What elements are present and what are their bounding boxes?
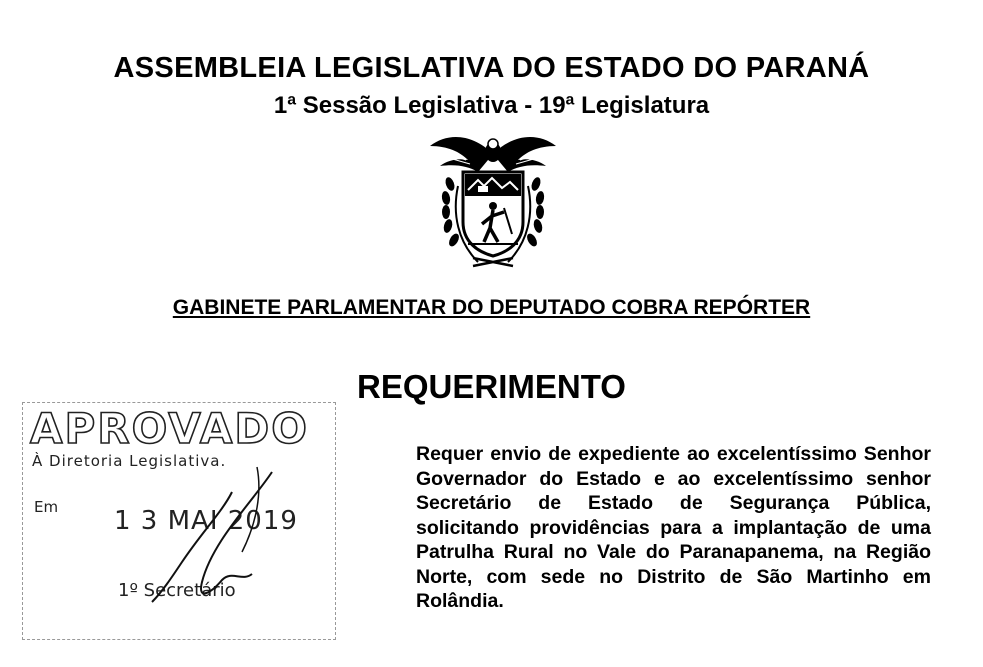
request-summary: Requer envio de expediente ao excelentíssimo Senhor Governador do Estado e ao excelentíssimo senhor Secretário de Estado de Segurança Pública, solicitando providências para a implantação de uma Patrulha Rural no Vale do Paranapanema, na Região Norte, com sede no Distrito de São Martinho em Rolândia. [416, 443, 931, 612]
document-title: REQUERIMENTO [357, 368, 626, 405]
stamp-destination: À Diretoria Legislativa. [32, 452, 227, 470]
stamp-signer: 1º Secretário [118, 580, 236, 601]
session-subtitle: 1ª Sessão Legislativa - 19ª Legislatura [273, 92, 710, 119]
approval-stamp [22, 402, 342, 642]
handwritten-signature-icon [82, 462, 322, 632]
stamp-status: APROVADO [30, 404, 309, 453]
stamp-em-label: Em [34, 498, 59, 516]
parana-coat-of-arms-icon [418, 124, 568, 274]
stamp-date: 1 3 MAI 2019 [114, 506, 298, 536]
gabinete-heading: GABINETE PARLAMENTAR DO DEPUTADO COBRA REPÓRTER [172, 296, 811, 319]
assembly-title: ASSEMBLEIA LEGISLATIVA DO ESTADO DO PARANÁ [113, 52, 870, 84]
